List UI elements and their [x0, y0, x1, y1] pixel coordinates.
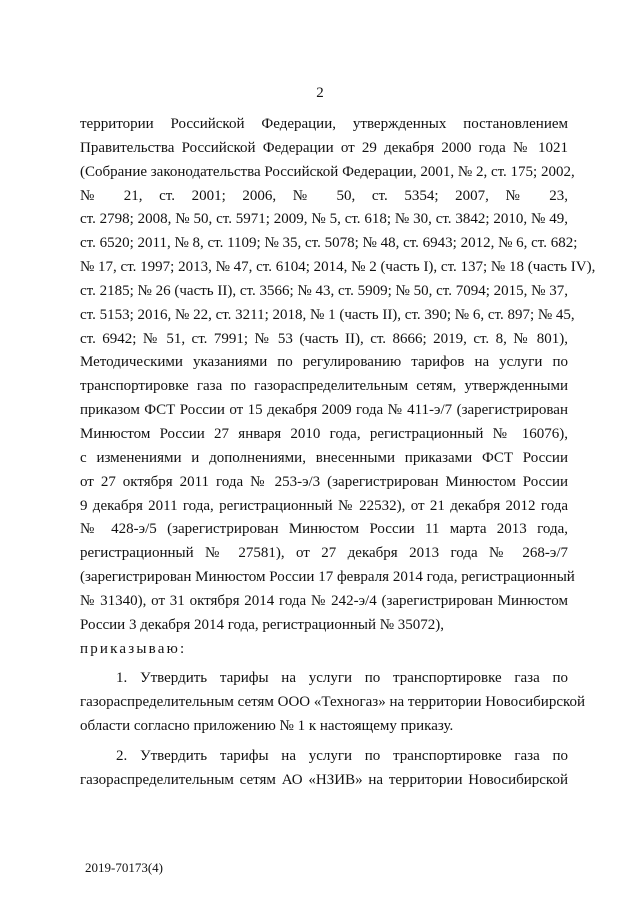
text-line: приказом ФСТ России от 15 декабря 2009 года № 411-э/7 (зарегистрирован [80, 402, 568, 419]
text-line: № 428-э/5 (зарегистрирован Минюстом России 11 марта 2013 года, [80, 521, 568, 538]
text-line: 1. Утвердить тарифы на услуги по транспортировке газа по [116, 670, 568, 687]
document-body [80, 113, 596, 793]
text-line: № 21, ст. 2001; 2006, № 50, ст. 5354; 2007, № 23, [80, 187, 568, 204]
text-line: (Собрание законодательства Российской Федерации, 2001, № 2, ст. 175; 2002, [80, 163, 575, 180]
text-line: № 31340), от 31 октября 2014 года № 242-э/4 (зарегистрирован Минюстом [80, 592, 568, 609]
text-line: ст. 5153; 2016, № 22, ст. 3211; 2018, № 1 (часть II), ст. 390; № 6, ст. 897; № 45, [80, 306, 575, 323]
text-line: газораспределительным сетям ООО «Техногаз» на территории Новосибирской [80, 694, 586, 711]
text-line: ст. 6520; 2011, № 8, ст. 1109; № 35, ст. 5078; № 48, ст. 6943; 2012, № 6, ст. 682; [80, 235, 578, 252]
text-line: России 3 декабря 2014 года, регистрационный № 35072), [80, 616, 445, 633]
text-line: № 17, ст. 1997; 2013, № 47, ст. 6104; 2014, № 2 (часть I), ст. 137; № 18 (часть IV), [80, 259, 596, 276]
text-line: ст. 2798; 2008, № 50, ст. 5971; 2009, № 5, ст. 618; № 30, ст. 3842; 2010, № 49, [80, 211, 568, 228]
paragraph-item-2 [80, 745, 568, 793]
text-line: ст. 6942; № 51, ст. 7991; № 53 (часть II), ст. 8666; 2019, ст. 8, № 801), [80, 330, 568, 347]
page-number: 2 [316, 85, 324, 101]
document-code: 2019-70173(4) [85, 860, 163, 875]
text-line: 9 декабря 2011 года, регистрационный № 22532), от 21 декабря 2012 года [80, 497, 568, 514]
text-line: Методическими указаниями по регулированию тарифов на услуги по [80, 354, 568, 371]
text-line: территории Российской Федерации, утвержденных постановлением [80, 116, 568, 132]
order-word: приказываю: [80, 640, 187, 657]
text-line: газораспределительным сетям АО «НЗИВ» на территории Новосибирской [80, 771, 568, 788]
text-line: 2. Утвердить тарифы на услуги по транспортировке газа по [116, 747, 568, 764]
text-line: регистрационный № 27581), от 27 декабря 2013 года № 268-э/7 [80, 545, 568, 562]
text-line: (зарегистрирован Минюстом России 17 февраля 2014 года, регистрационный [80, 569, 575, 586]
paragraph-preamble [80, 113, 596, 638]
text-line: Минюстом России 27 января 2010 года, регистрационный № 16076), [80, 425, 568, 442]
text-line: Правительства Российской Федерации от 29 декабря 2000 года № 1021 [80, 139, 568, 156]
text-line: транспортировке газа по газораспределительным сетям, утвержденными [80, 378, 568, 395]
paragraph-order-word [80, 638, 568, 662]
text-line: от 27 октября 2011 года № 253-э/3 (зарегистрирован Минюстом России [80, 473, 568, 490]
text-line: области согласно приложению № 1 к настоящему приказу. [80, 718, 454, 735]
text-line: с изменениями и дополнениями, внесенными приказами ФСТ России [80, 449, 568, 466]
paragraph-item-1 [80, 667, 586, 739]
text-line: ст. 2185; № 26 (часть II), ст. 3566; № 43, ст. 5909; № 50, ст. 7094; 2015, № 37, [80, 282, 568, 299]
